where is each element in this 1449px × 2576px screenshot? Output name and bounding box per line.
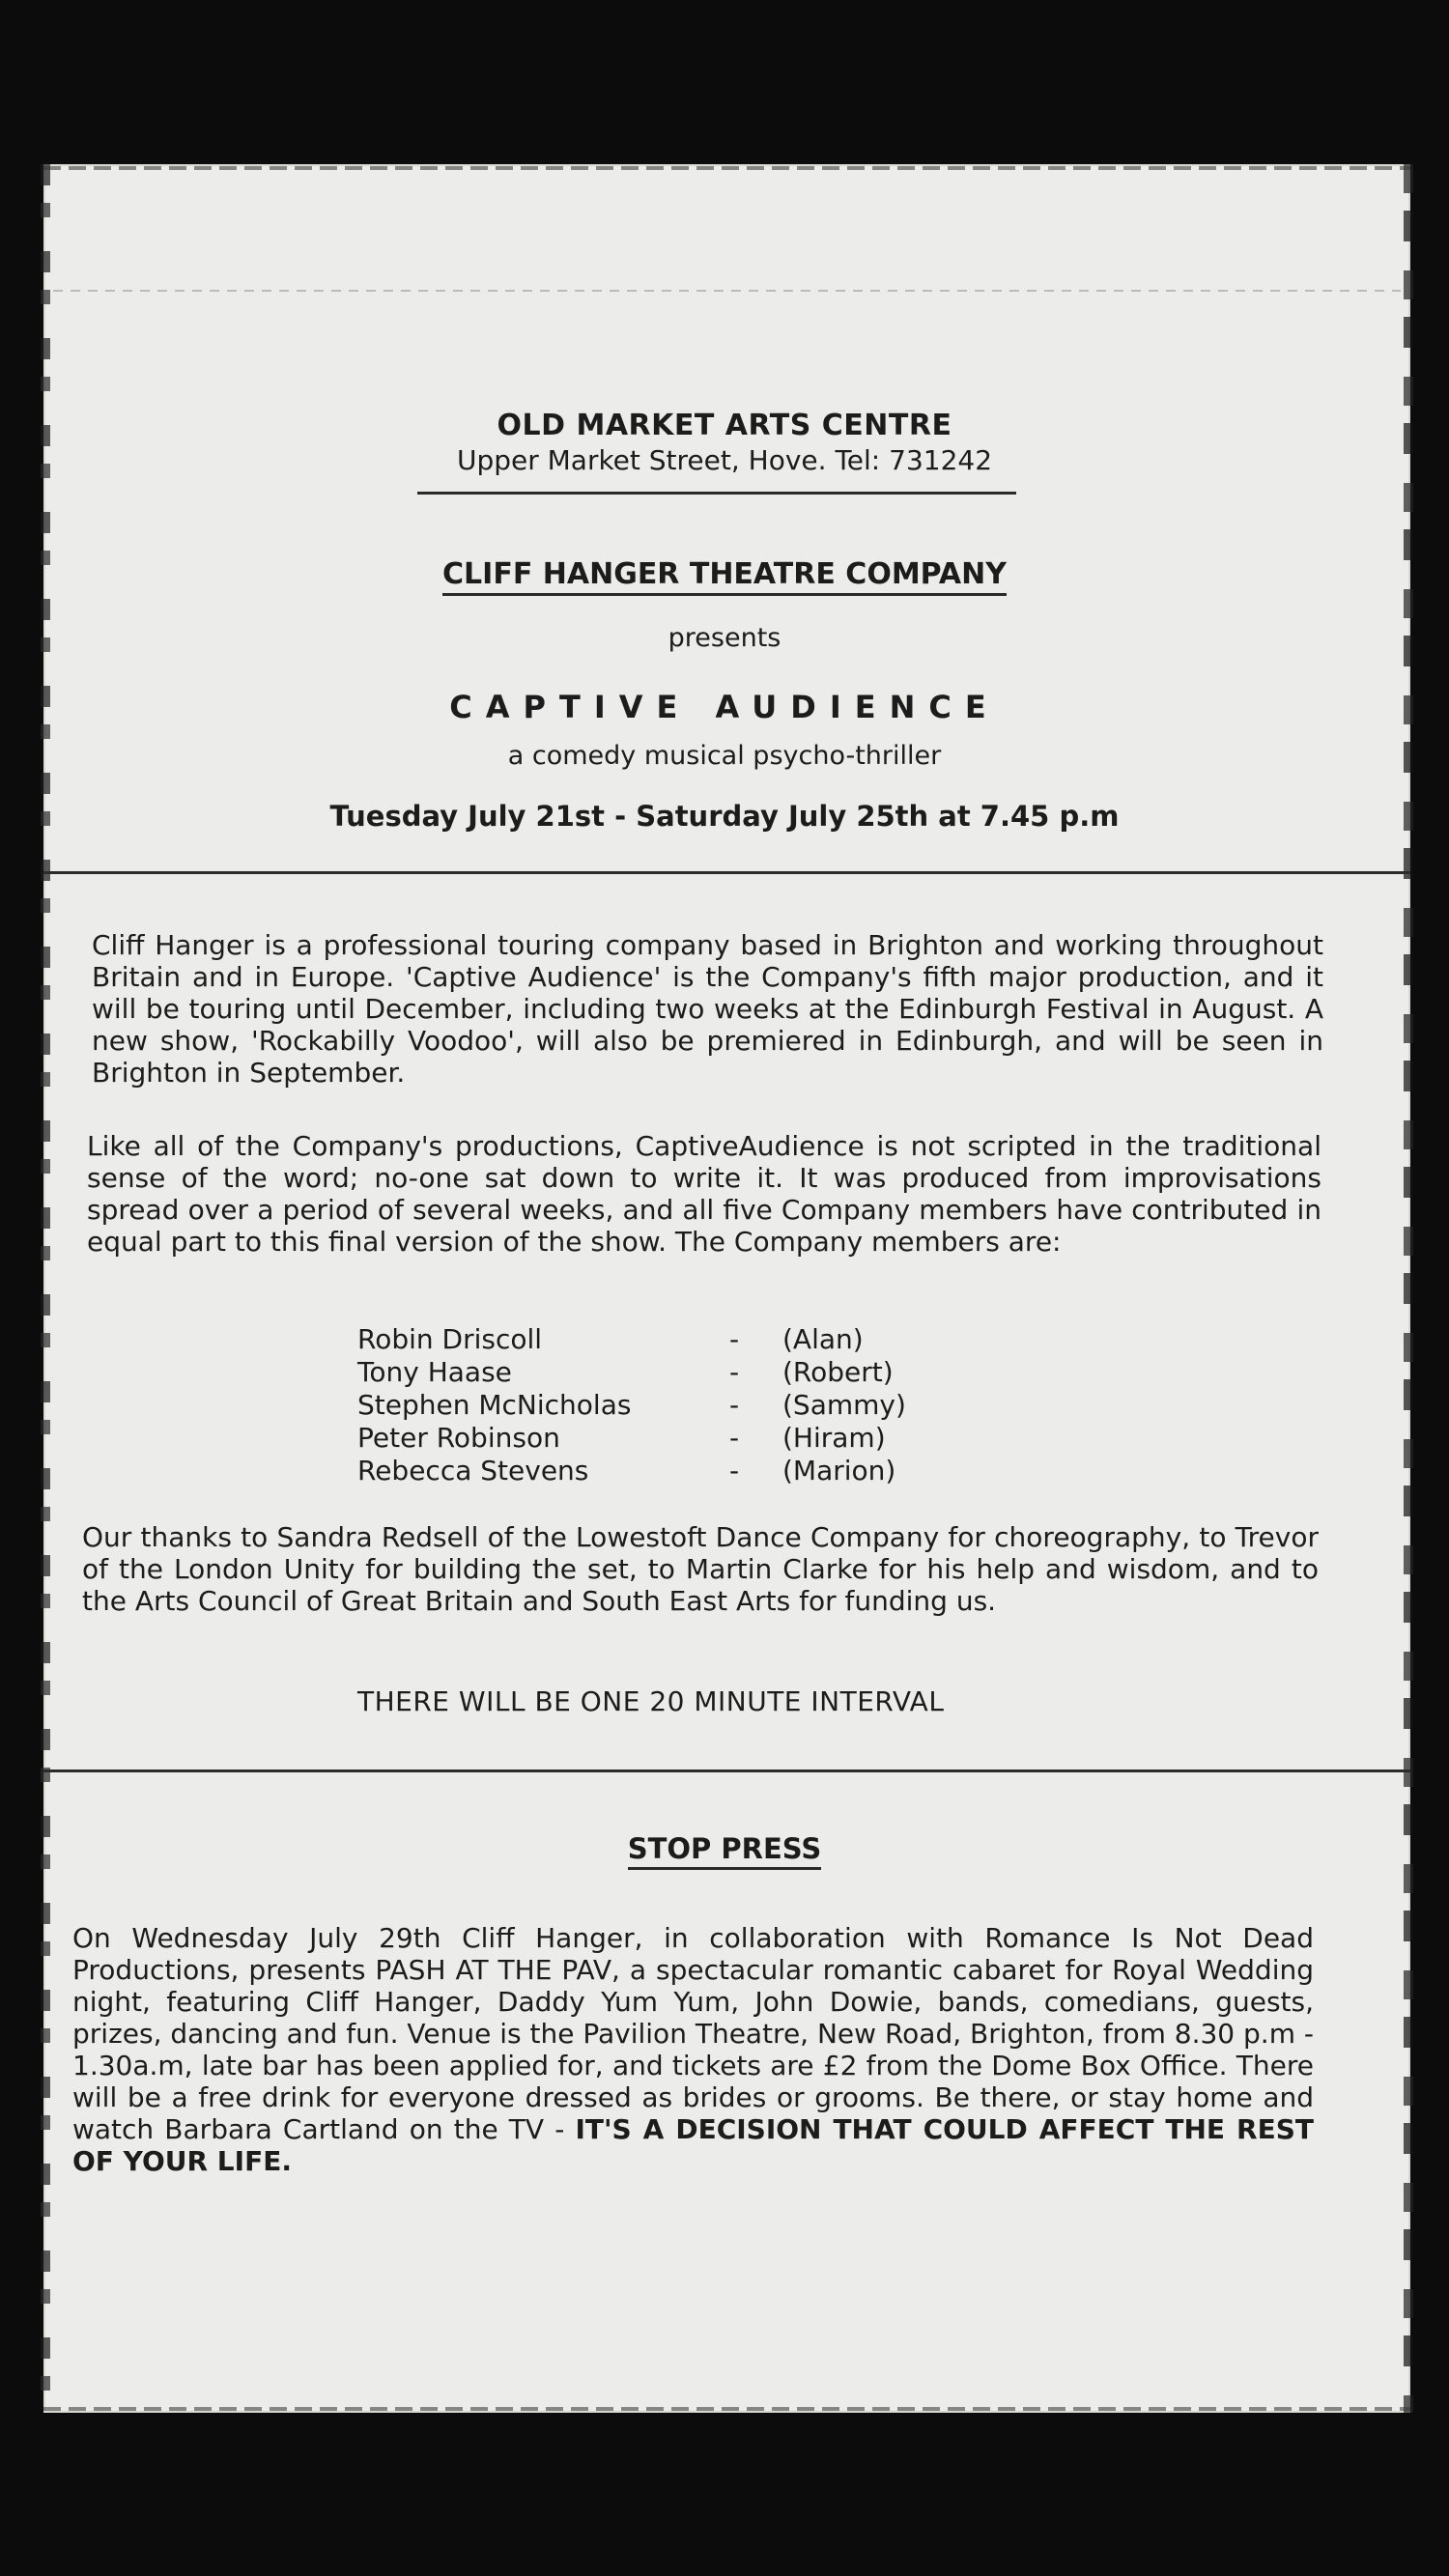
cast-row	[357, 1389, 937, 1422]
presents-label: presents	[668, 623, 781, 653]
cast-row	[357, 1356, 937, 1389]
header-rule	[417, 492, 1016, 495]
cast-role: (Marion)	[782, 1455, 896, 1486]
cast-actor: Robin Driscoll	[357, 1323, 543, 1355]
cast-row	[357, 1455, 937, 1487]
cast-list	[357, 1323, 937, 1487]
cast-dash: -	[729, 1422, 740, 1454]
show-dates: Tuesday July 21st - Saturday July 25th at 7.45 p.m	[329, 800, 1120, 833]
intro-paragraph: Cliff Hanger is a professional touring company based in Brighton and working throughout Britain and in Europe. 'Captive Audience' is the Company's fifth major production, and it will be touring until December, including two weeks at the Edinburgh Festival in August. A new show, 'Rockabilly Voodoo', will also be premiered in Edinburgh, and will be seen in Brighton in September.	[92, 929, 1323, 1089]
cast-dash: -	[729, 1455, 740, 1486]
section-divider-2	[43, 1769, 1410, 1772]
cast-actor: Rebecca Stevens	[357, 1455, 589, 1486]
torn-edge-left	[41, 164, 50, 2413]
cast-role: (Alan)	[782, 1323, 864, 1355]
company-name	[0, 557, 1449, 591]
stop-press-heading	[0, 1832, 1449, 1865]
cast-actor: Tony Haase	[357, 1356, 512, 1388]
cast-role: (Sammy)	[782, 1389, 906, 1421]
interval-notice: THERE WILL BE ONE 20 MINUTE INTERVAL	[357, 1685, 945, 1717]
venue-name: OLD MARKET ARTS CENTRE	[497, 409, 952, 442]
fold-line	[53, 290, 1401, 292]
stop-press-heading-text: STOP PRESS	[628, 1832, 822, 1870]
cast-row	[357, 1422, 937, 1455]
cast-dash: -	[729, 1323, 740, 1355]
cast-dash: -	[729, 1356, 740, 1388]
cast-dash: -	[729, 1389, 740, 1421]
company-name-text: CLIFF HANGER THEATRE COMPANY	[442, 557, 1007, 596]
thanks-paragraph: Our thanks to Sandra Redsell of the Lowestoft Dance Company for choreography, to Trevor of the London Unity for building the set, to Martin Clarke for his help and wisdom, and to the Arts Council of Great Britain and South East Arts for funding us.	[82, 1521, 1319, 1617]
stop-press-emphasis: IT'S A DECISION THAT COULD AFFECT THE REST OF YOUR LIFE.	[72, 2113, 1314, 2177]
cast-actor: Stephen McNicholas	[357, 1389, 632, 1421]
cast-role: (Robert)	[782, 1356, 894, 1388]
productions-paragraph: Like all of the Company's productions, CaptiveAudience is not scripted in the traditional sense of the word; no-one sat down to write it. It was produced from improvisations spread over a period of several weeks, and all five Company members have contributed in equal part to this final version of the show. The Company members are:	[87, 1130, 1321, 1258]
torn-edge-bottom	[43, 2407, 1410, 2411]
section-divider-1	[43, 871, 1410, 874]
torn-edge-top	[43, 166, 1410, 170]
cast-row	[357, 1323, 937, 1356]
cast-role: (Hiram)	[782, 1422, 886, 1454]
stop-press-text: On Wednesday July 29th Cliff Hanger, in collaboration with Romance Is Not Dead Productions, presents PASH AT THE PAV, a spectacular romantic cabaret for Royal Wedding night, featuring Cliff Hanger, Daddy Yum Yum, John Dowie, bands, comedians, guests, prizes, dancing and fun. Venue is the Pavilion Theatre, New Road, Brighton, from 8.30 p.m - 1.30a.m, late bar has been applied for, and tickets are £2 from the Dome Box Office. There will be a free drink for everyone dressed as brides or grooms. Be there, or stay home and watch Barbara Cartland on the TV -	[72, 1922, 1314, 2145]
cast-actor: Peter Robinson	[357, 1422, 560, 1454]
torn-edge-right	[1404, 164, 1413, 2413]
show-subtitle: a comedy musical psycho-thriller	[507, 741, 942, 771]
show-title: CAPTIVE AUDIENCE	[449, 689, 1000, 725]
venue-address: Upper Market Street, Hove. Tel: 731242	[456, 444, 993, 476]
stop-press-body	[72, 1922, 1314, 2177]
